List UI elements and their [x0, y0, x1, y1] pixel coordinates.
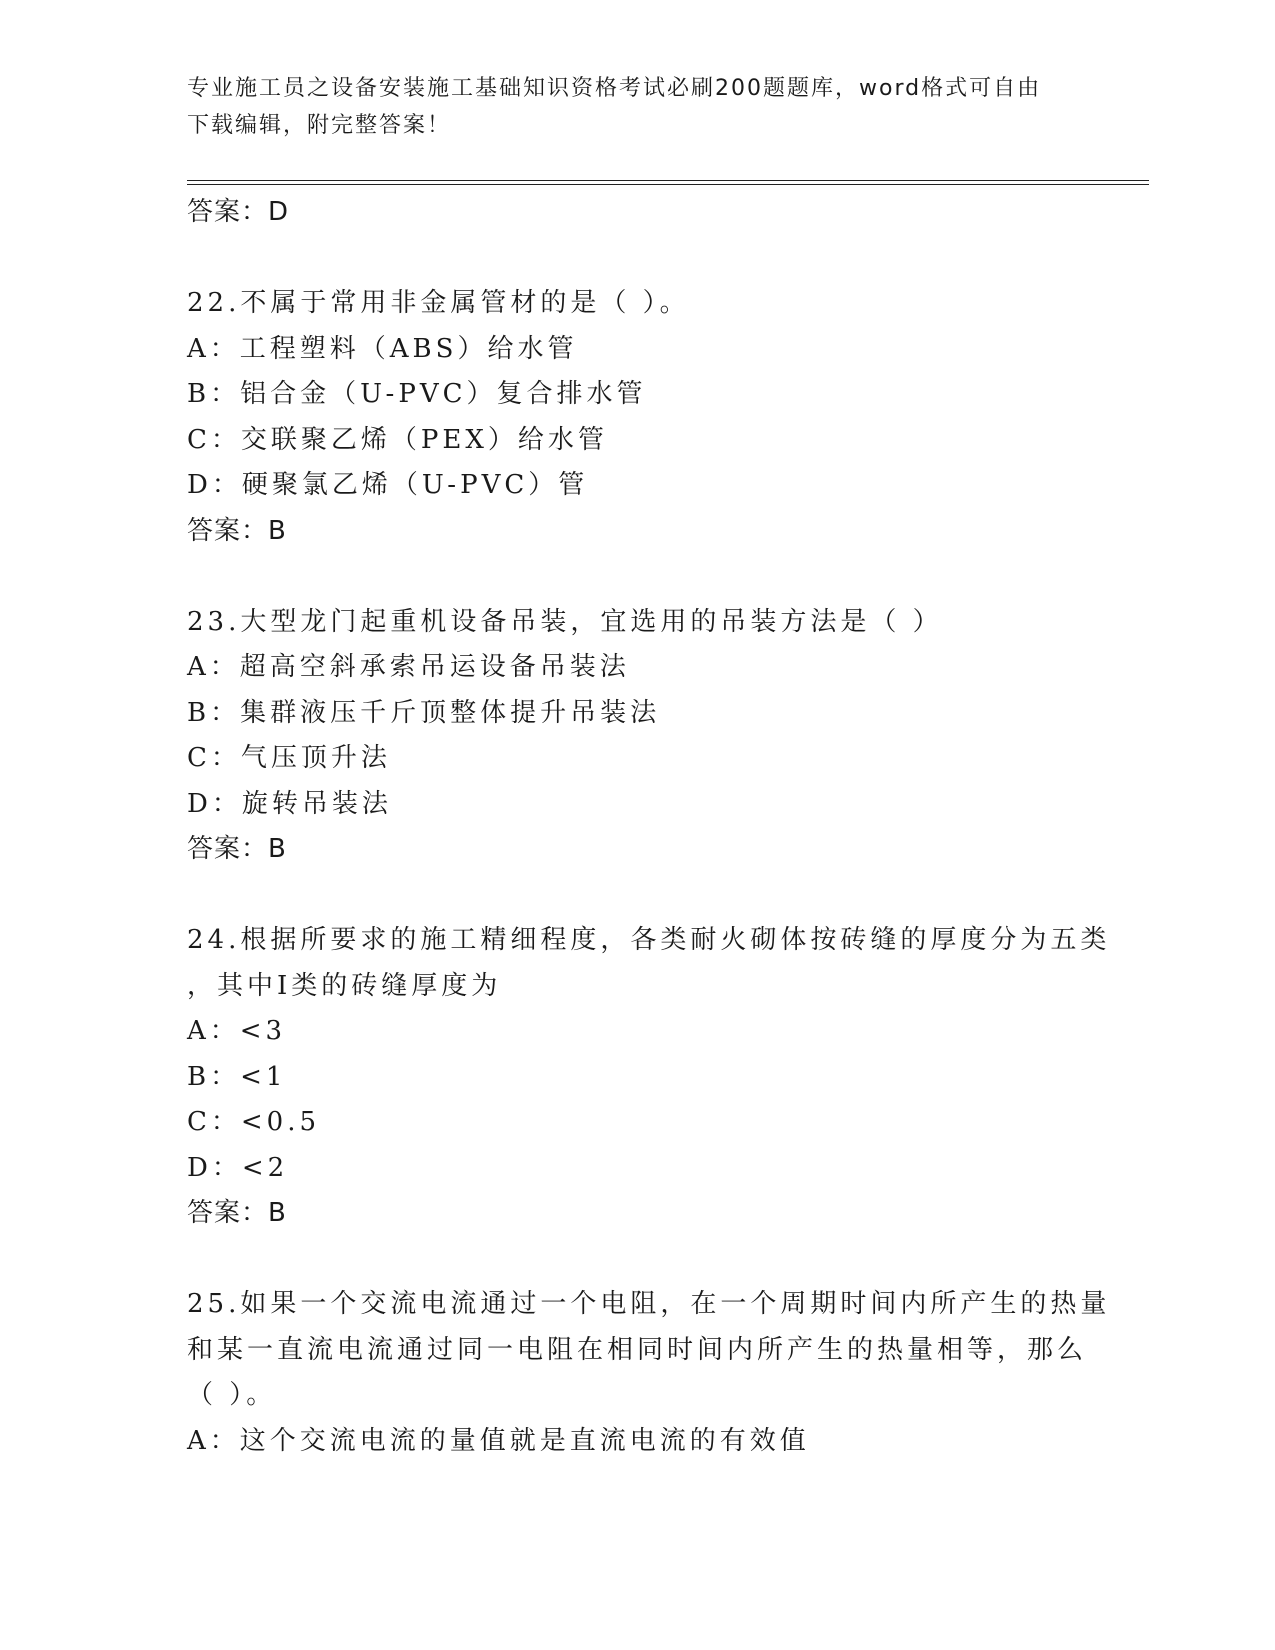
header-divider	[187, 180, 1149, 181]
option-b: B：铝合金（U-PVC）复合排水管	[187, 379, 647, 409]
question-stem: 22.不属于常用非金属管材的是（ ）。	[187, 288, 690, 318]
header-line-2: 下载编辑，附完整答案！	[187, 113, 452, 138]
document-header	[187, 70, 1067, 144]
option-d: D：硬聚氯乙烯（U-PVC）管	[187, 470, 589, 500]
answer-label: 答案：	[187, 834, 269, 864]
option-c: C：气压顶升法	[187, 743, 391, 773]
option-a: A：超高空斜承索吊运设备吊装法	[187, 652, 630, 682]
answer-value: B	[268, 834, 287, 864]
question-stem: 和某一直流电流通过同一电阻在相同时间内所产生的热量相等，那么	[187, 1334, 1088, 1365]
question-23	[187, 600, 1087, 873]
question-stem: （ ）。	[187, 1380, 277, 1410]
question-24	[187, 918, 1111, 1237]
answer-label: 答案：	[187, 1198, 269, 1228]
answer-line	[187, 190, 1087, 236]
answer-label: 答案：	[187, 197, 269, 227]
option-a: A：这个交流电流的量值就是直流电流的有效值	[187, 1425, 810, 1456]
header-line-1: 专业施工员之设备安装施工基础知识资格考试必刷200题题库，word格式可自由	[187, 76, 1042, 101]
option-a: A：<3	[187, 1016, 287, 1046]
answer-value: B	[268, 515, 287, 546]
answer-value: B	[268, 1198, 287, 1228]
answer-line	[187, 827, 1087, 873]
option-b: B：集群液压千斤顶整体提升吊装法	[187, 697, 661, 728]
answer-label: 答案：	[187, 515, 269, 546]
question-stem: 25.如果一个交流电流通过一个电阻，在一个周期时间内所产生的热量	[187, 1289, 1111, 1319]
question-stem: 24.根据所要求的施工精细程度，各类耐火砌体按砖缝的厚度分为五类	[187, 925, 1111, 955]
option-a: A：工程塑料（ABS）给水管	[187, 333, 578, 364]
header-divider	[187, 184, 1149, 185]
option-c: C：交联聚乙烯（PEX）给水管	[187, 424, 608, 455]
option-d: D：<2	[187, 1152, 289, 1183]
answer-line	[187, 509, 1087, 555]
option-d: D：旋转吊装法	[187, 788, 392, 819]
answer-value: D	[268, 197, 290, 227]
question-stem: 23.大型龙门起重机设备吊装，宜选用的吊装方法是（ ）	[187, 606, 943, 637]
option-c: C：<0.5	[187, 1107, 321, 1137]
question-list	[187, 190, 1111, 1464]
question-stem: ，其中Ⅰ类的砖缝厚度为	[187, 970, 502, 1001]
question-25	[187, 1282, 1111, 1464]
question-22	[187, 281, 1087, 554]
answer-line	[187, 1191, 1087, 1237]
option-b: B：<1	[187, 1061, 287, 1092]
